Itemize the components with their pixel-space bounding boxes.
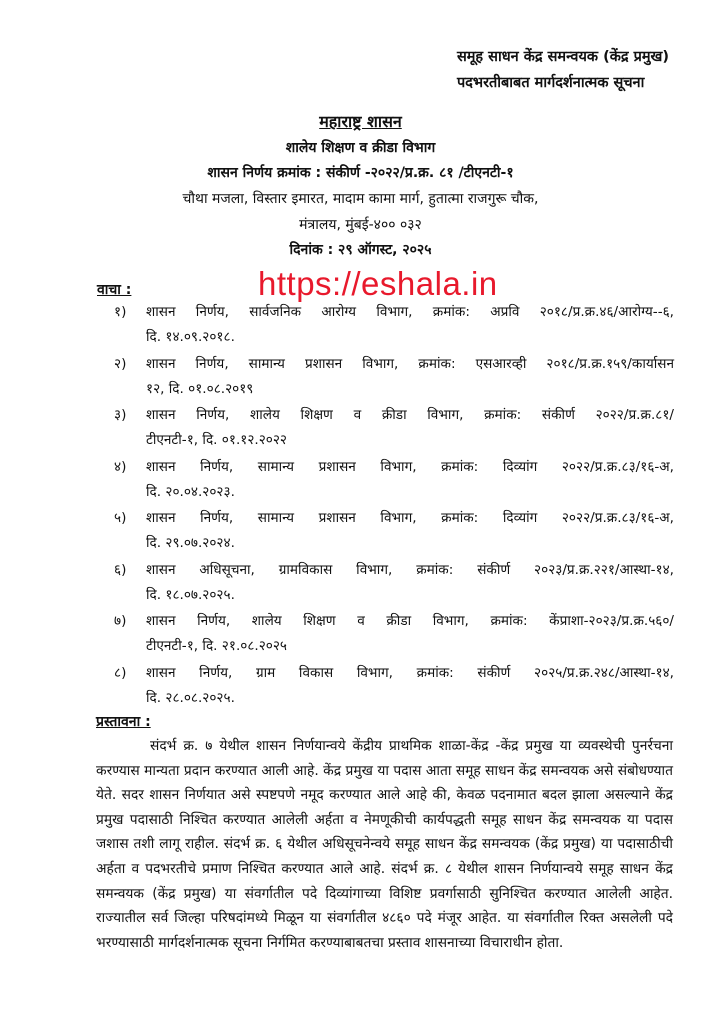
reference-item [114,300,674,350]
reference-number: ३) [114,407,127,423]
reference-date: दि. २९.०७.२०२४. [146,535,235,551]
reference-item [114,609,674,659]
reference-text: शासन अधिसूचना, ग्रामविकास विभाग, क्रमांक: संकीर्ण २०२३/प्र.क्र.२२१/आस्था-१४, [146,561,674,578]
reference-date: टीएनटी-१, दि. २१.०८.२०२५ [146,638,287,654]
reference-date: दि. १४.०९.२०१८. [146,329,235,345]
address-line-2: मंत्रालय, मुंबई-४०० ०३२ [299,217,422,233]
reference-number: २) [114,355,127,372]
reference-text: शासन निर्णय, सामान्य प्रशासन विभाग, क्रमांक: दिव्यांग २०२२/प्र.क्र.८३/१६-अ, [146,510,674,526]
subject-line-1: समूह साधन केंद्र समन्वयक (केंद्र प्रमुख) [456,49,669,65]
reference-number: १) [114,304,127,320]
reference-text: शासन निर्णय, ग्राम विकास विभाग, क्रमांक: संकीर्ण २०२५/प्र.क्र.२४८/आस्था-१४, [146,664,674,681]
reference-text: शासन निर्णय, सामान्य प्रशासन विभाग, क्रमांक: दिव्यांग २०२२/प्र.क्र.८३/१६-अ, [146,458,674,475]
reference-text: शासन निर्णय, शालेय शिक्षण व क्रीडा विभाग, क्रमांक: संकीर्ण २०२२/प्र.क्र.८१/ [146,407,674,423]
reference-number: ६) [114,561,127,578]
reference-item [114,661,674,711]
reference-date: दि. २८.०८.२०२५. [146,689,235,706]
reference-number: ५) [114,510,127,526]
reference-item [114,403,674,453]
reference-item [114,455,674,505]
reference-date: टीएनटी-१, दि. ०१.१२.२०२२ [146,432,287,448]
website-watermark: https://eshala.in [258,265,498,302]
preamble-heading: प्रस्तावना : [96,714,151,730]
reference-date: १२, दि. ०१.०८.२०१९ [146,380,254,397]
preamble-paragraph: संदर्भ क्र. ७ येथील शासन निर्णयान्वये केंद्रीय प्राथमिक शाळा-केंद्र -केंद्र प्रमुख या व्यवस्थेची पुनर्रचना करण्यास मान्यता प्रदान करण्यात आली आहे. केंद्र प्रमुख या पदास आता समूह साधन केंद्र समन्वयक असे संबोधण्यात येते. सदर शासन निर्णयात असे स्पष्टपणे नमूद करण्यात आले आहे की, केवळ पदनामात बदल झाला असल्याने केंद्र प्रमुख पदासाठी निश्चित करण्यात आलेली अर्हता व नेमणूकीची कार्यपद्धती समूह साधन केंद्र समन्वयक या पदास जशास तशी लागू राहील. संदर्भ क्र. ६ येथील अधिसूचनेन्वये समूह साधन केंद्र समन्वयक (केंद्र प्रमुख) या पदासाठीची अर्हता व पदभरतीचे प्रमाण निश्चित करण्यात आले आहे. संदर्भ क्र. ८ येथील शासन निर्णयान्वये समूह साधन केंद्र समन्वयक (केंद्र प्रमुख) या संवर्गातील पदे दिव्यांगाच्या विशिष्ट प्रवर्गासाठी सुनिश्चित करण्यात आलेली आहेत. राज्यातील सर्व जिल्हा परिषदांमध्ये मिळून या संवर्गातील ४८६० पदे मंजूर आहेत. या संवर्गातील रिक्त असलेली पदे भरण्यासाठी मार्गदर्शनात्मक सूचना निर्गमित करण्याबाबतचा प्रस्ताव शासनाच्या विचाराधीन होता. [96,738,673,951]
address-line-1: चौथा मजला, विस्तार इमारत, मादाम कामा मार्ग, हुतात्मा राजगुरू चौक, [182,191,539,207]
reference-item [114,352,674,402]
reference-number: ८) [114,664,127,681]
read-heading: वाचा : [97,282,132,298]
reference-text: शासन निर्णय, सामान्य प्रशासन विभाग, क्रमांक: एसआरव्ही २०१८/प्र.क्र.१५९/कार्यासन [146,355,674,372]
reference-date: दि. २०.०४.२०२३. [146,483,235,500]
subject-line-2: पदभरतीबाबत मार्गदर्शनात्मक सूचना [456,75,645,91]
reference-number: ७) [114,613,127,629]
reference-date: दि. १८.०७.२०२५. [146,586,235,603]
gr-number: शासन निर्णय क्रमांक : संकीर्ण -२०२२/प्र.क्र. ८१ /टीएनटी-१ [207,165,514,181]
government-title: महाराष्ट्र शासन [319,112,402,131]
reference-item [114,558,674,608]
reference-number: ४) [114,458,127,475]
reference-text: शासन निर्णय, शालेय शिक्षण व क्रीडा विभाग, क्रमांक: केंप्राशा-२०२३/प्र.क्र.५६०/ [146,613,674,629]
reference-list [114,300,674,712]
department-name: शालेय शिक्षण व क्रीडा विभाग [285,140,436,156]
reference-item [114,506,674,556]
subject-block [457,44,669,96]
reference-text: शासन निर्णय, सार्वजनिक आरोग्य विभाग, क्रमांक: अप्रवि २०१८/प्र.क्र.४६/आरोग्य--६, [146,304,674,320]
document-date: दिनांक : २९ ऑगस्ट, २०२५ [289,242,432,258]
